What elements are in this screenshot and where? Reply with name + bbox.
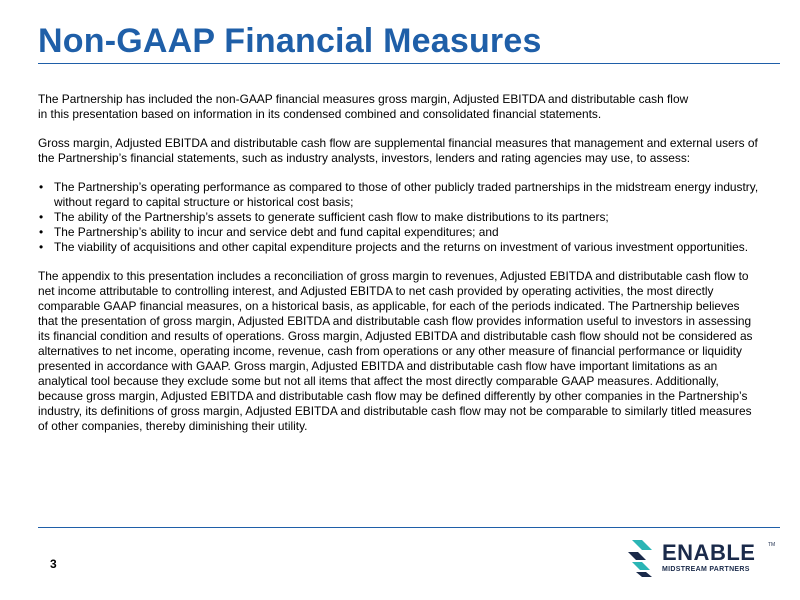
bullet-text: The viability of acquisitions and other capital expenditure projects and the returns on investment of various investment opportunities. [54, 240, 749, 254]
bullet-item [38, 240, 760, 255]
bullet-icon: • [39, 210, 44, 224]
assessment-bullet-list [38, 180, 760, 255]
bullet-item [38, 180, 760, 210]
bullet-icon: • [39, 240, 44, 254]
reconciliation-paragraph: The appendix to this presentation includes a reconciliation of gross margin to revenues, Adjusted EBITDA and distributable cash flow to net income attributable to controlling interest, and Adjusted EBITDA to net cash provided by operating activities, the most directly comparable GAAP financial measures, on a historical basis, as applicable, for each of the periods indicated. The Partnership believes that the presentation of gross margin, Adjusted EBITDA and distributable cash flow provides information useful to investors in assessing its financial condition and results of operations. Gross margin, Adjusted EBITDA and distributable cash flow should not be considered as alternatives to net income, operating income, revenue, cash from operations or any other measure of financial performance or liquidity presented in accordance with GAAP. Gross margin, Adjusted EBITDA and distributable cash flow have important limitations as an analytical tool because they exclude some but not all items that affect the most directly comparable GAAP measures. Additionally, because gross margin, Adjusted EBITDA and distributable cash flow may be defined differently by other companies in the Partnership’s industry, its definitions of gross margin, Adjusted EBITDA and distributable cash flow may not be comparable to similarly titled measures of other companies, thereby diminishing their utility. [38, 269, 753, 433]
intro-line-2: in this presentation based on information in its condensed combined and consolidated financial statements. [38, 107, 602, 121]
title-divider [38, 63, 780, 64]
bullet-text: The Partnership’s ability to incur and service debt and fund capital expenditures; and [54, 225, 499, 239]
slide-title: Non-GAAP Financial Measures [38, 22, 542, 60]
footer-divider [38, 527, 780, 528]
enable-midstream-logo [624, 538, 774, 582]
intro-line-1: The Partnership has included the non-GAAP financial measures gross margin, Adjusted EBITDA and distributable cash flow [38, 92, 689, 106]
bullet-item [38, 210, 760, 225]
logo-brand-text: ENABLE [662, 540, 756, 565]
logo-trademark: TM [768, 542, 776, 548]
bullet-item [38, 225, 760, 240]
bullet-text: The Partnership’s operating performance as compared to those of other publicly traded partnerships in the midstream energy industry, without regard to capital structure or historical cost basis; [54, 180, 759, 209]
assessment-paragraph: Gross margin, Adjusted EBITDA and distributable cash flow are supplemental financial measures that management and external users of the Partnership’s financial statements, such as industry analysts, investors, lenders and rating agencies may use, to assess: [38, 136, 758, 165]
logo-tagline: MIDSTREAM PARTNERS [662, 566, 750, 573]
page-number: 3 [50, 557, 57, 571]
slide-body [38, 92, 760, 434]
bullet-icon: • [39, 225, 44, 239]
bullet-icon: • [39, 180, 44, 194]
enable-chevron-logo-icon [624, 538, 660, 578]
bullet-text: The ability of the Partnership’s assets to generate sufficient cash flow to make distributions to its partners; [54, 210, 609, 224]
